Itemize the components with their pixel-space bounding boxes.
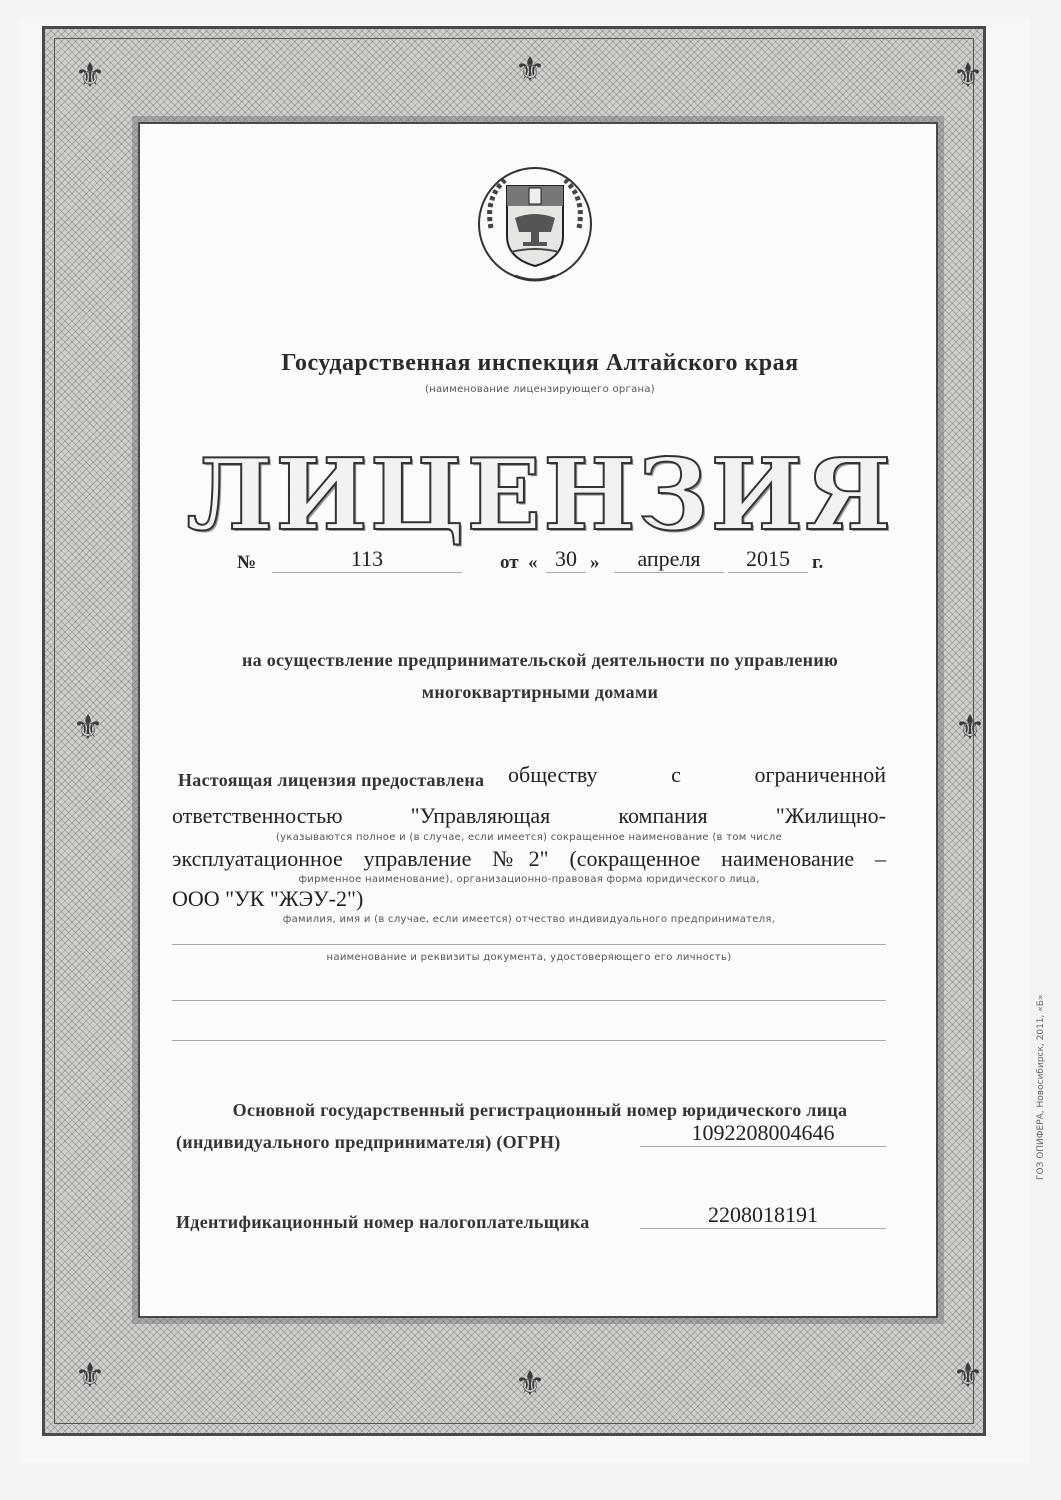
- license-year: 2015: [728, 546, 808, 573]
- blank-line: [172, 1000, 886, 1001]
- license-month: апреля: [614, 546, 724, 573]
- grantee-line-2: ответственностью "Управляющая компания "Жилищно-: [172, 803, 886, 828]
- fleur-ornament-icon: ⚜: [514, 50, 546, 90]
- fleur-ornament-icon: ⚜: [952, 1356, 984, 1396]
- grantee-caption-2: фирменное наименование), организационно-правовая форма юридического лица,: [298, 874, 760, 885]
- grantee-caption-3: фамилия, имя и (в случае, если имеется) отчество индивидуального предпринимателя,: [282, 914, 776, 925]
- grantee-caption-4: наименование и реквизиты документа, удостоверяющего его личность): [326, 952, 732, 963]
- number-label: №: [237, 552, 257, 573]
- year-suffix: г.: [812, 552, 824, 573]
- activity-line-2: многоквартирными домами: [421, 682, 659, 702]
- fleur-ornament-icon: ⚜: [954, 708, 986, 748]
- altai-coat-of-arms-icon: [471, 158, 599, 286]
- printer-mark: ГОЗ ОПИФЕРА, Новосибирск, 2011, «Б»: [1036, 994, 1046, 1180]
- quote-close: »: [590, 552, 600, 573]
- activity-line-1: на осуществление предпринимательской деятельности по управлению: [241, 650, 839, 670]
- blank-line: [172, 1040, 886, 1041]
- license-day: 30: [546, 546, 586, 573]
- grantee-intro: Настоящая лицензия предоставлена: [178, 770, 485, 790]
- licensing-authority-name: Государственная инспекция Алтайского края: [281, 350, 799, 376]
- fleur-ornament-icon: ⚜: [74, 1356, 106, 1396]
- date-from-label: от: [500, 552, 519, 573]
- document-title: ЛИЦЕНЗИЯ: [186, 438, 894, 553]
- grantee-line-1: обществу с ограниченной: [508, 762, 886, 787]
- grantee-line-3: эксплуатационное управление №2" (сокращенное наименование –: [172, 846, 886, 871]
- ogrn-label-line-2: (индивидуального предпринимателя) (ОГРН): [176, 1132, 561, 1152]
- blank-line: [172, 944, 886, 945]
- fleur-ornament-icon: ⚜: [952, 56, 984, 96]
- fleur-ornament-icon: ⚜: [72, 708, 104, 748]
- quote-open: «: [528, 552, 538, 573]
- ogrn-value: 1092208004646: [640, 1120, 886, 1147]
- inn-value: 2208018191: [640, 1202, 886, 1229]
- fleur-ornament-icon: ⚜: [74, 56, 106, 96]
- authority-caption: (наименование лицензирующего органа): [424, 384, 656, 395]
- grantee-line-4: ООО "УК "ЖЭУ-2"): [172, 886, 364, 911]
- license-number: 113: [272, 546, 462, 573]
- grantee-caption-1: (указываются полное и (в случае, если имеется) сокращенное наименование (в том числе: [275, 832, 783, 843]
- inn-label: Идентификационный номер налогоплательщика: [176, 1212, 590, 1232]
- ogrn-label-line-1: Основной государственный регистрационный номер юридического лица: [232, 1100, 848, 1120]
- fleur-ornament-icon: ⚜: [514, 1364, 546, 1404]
